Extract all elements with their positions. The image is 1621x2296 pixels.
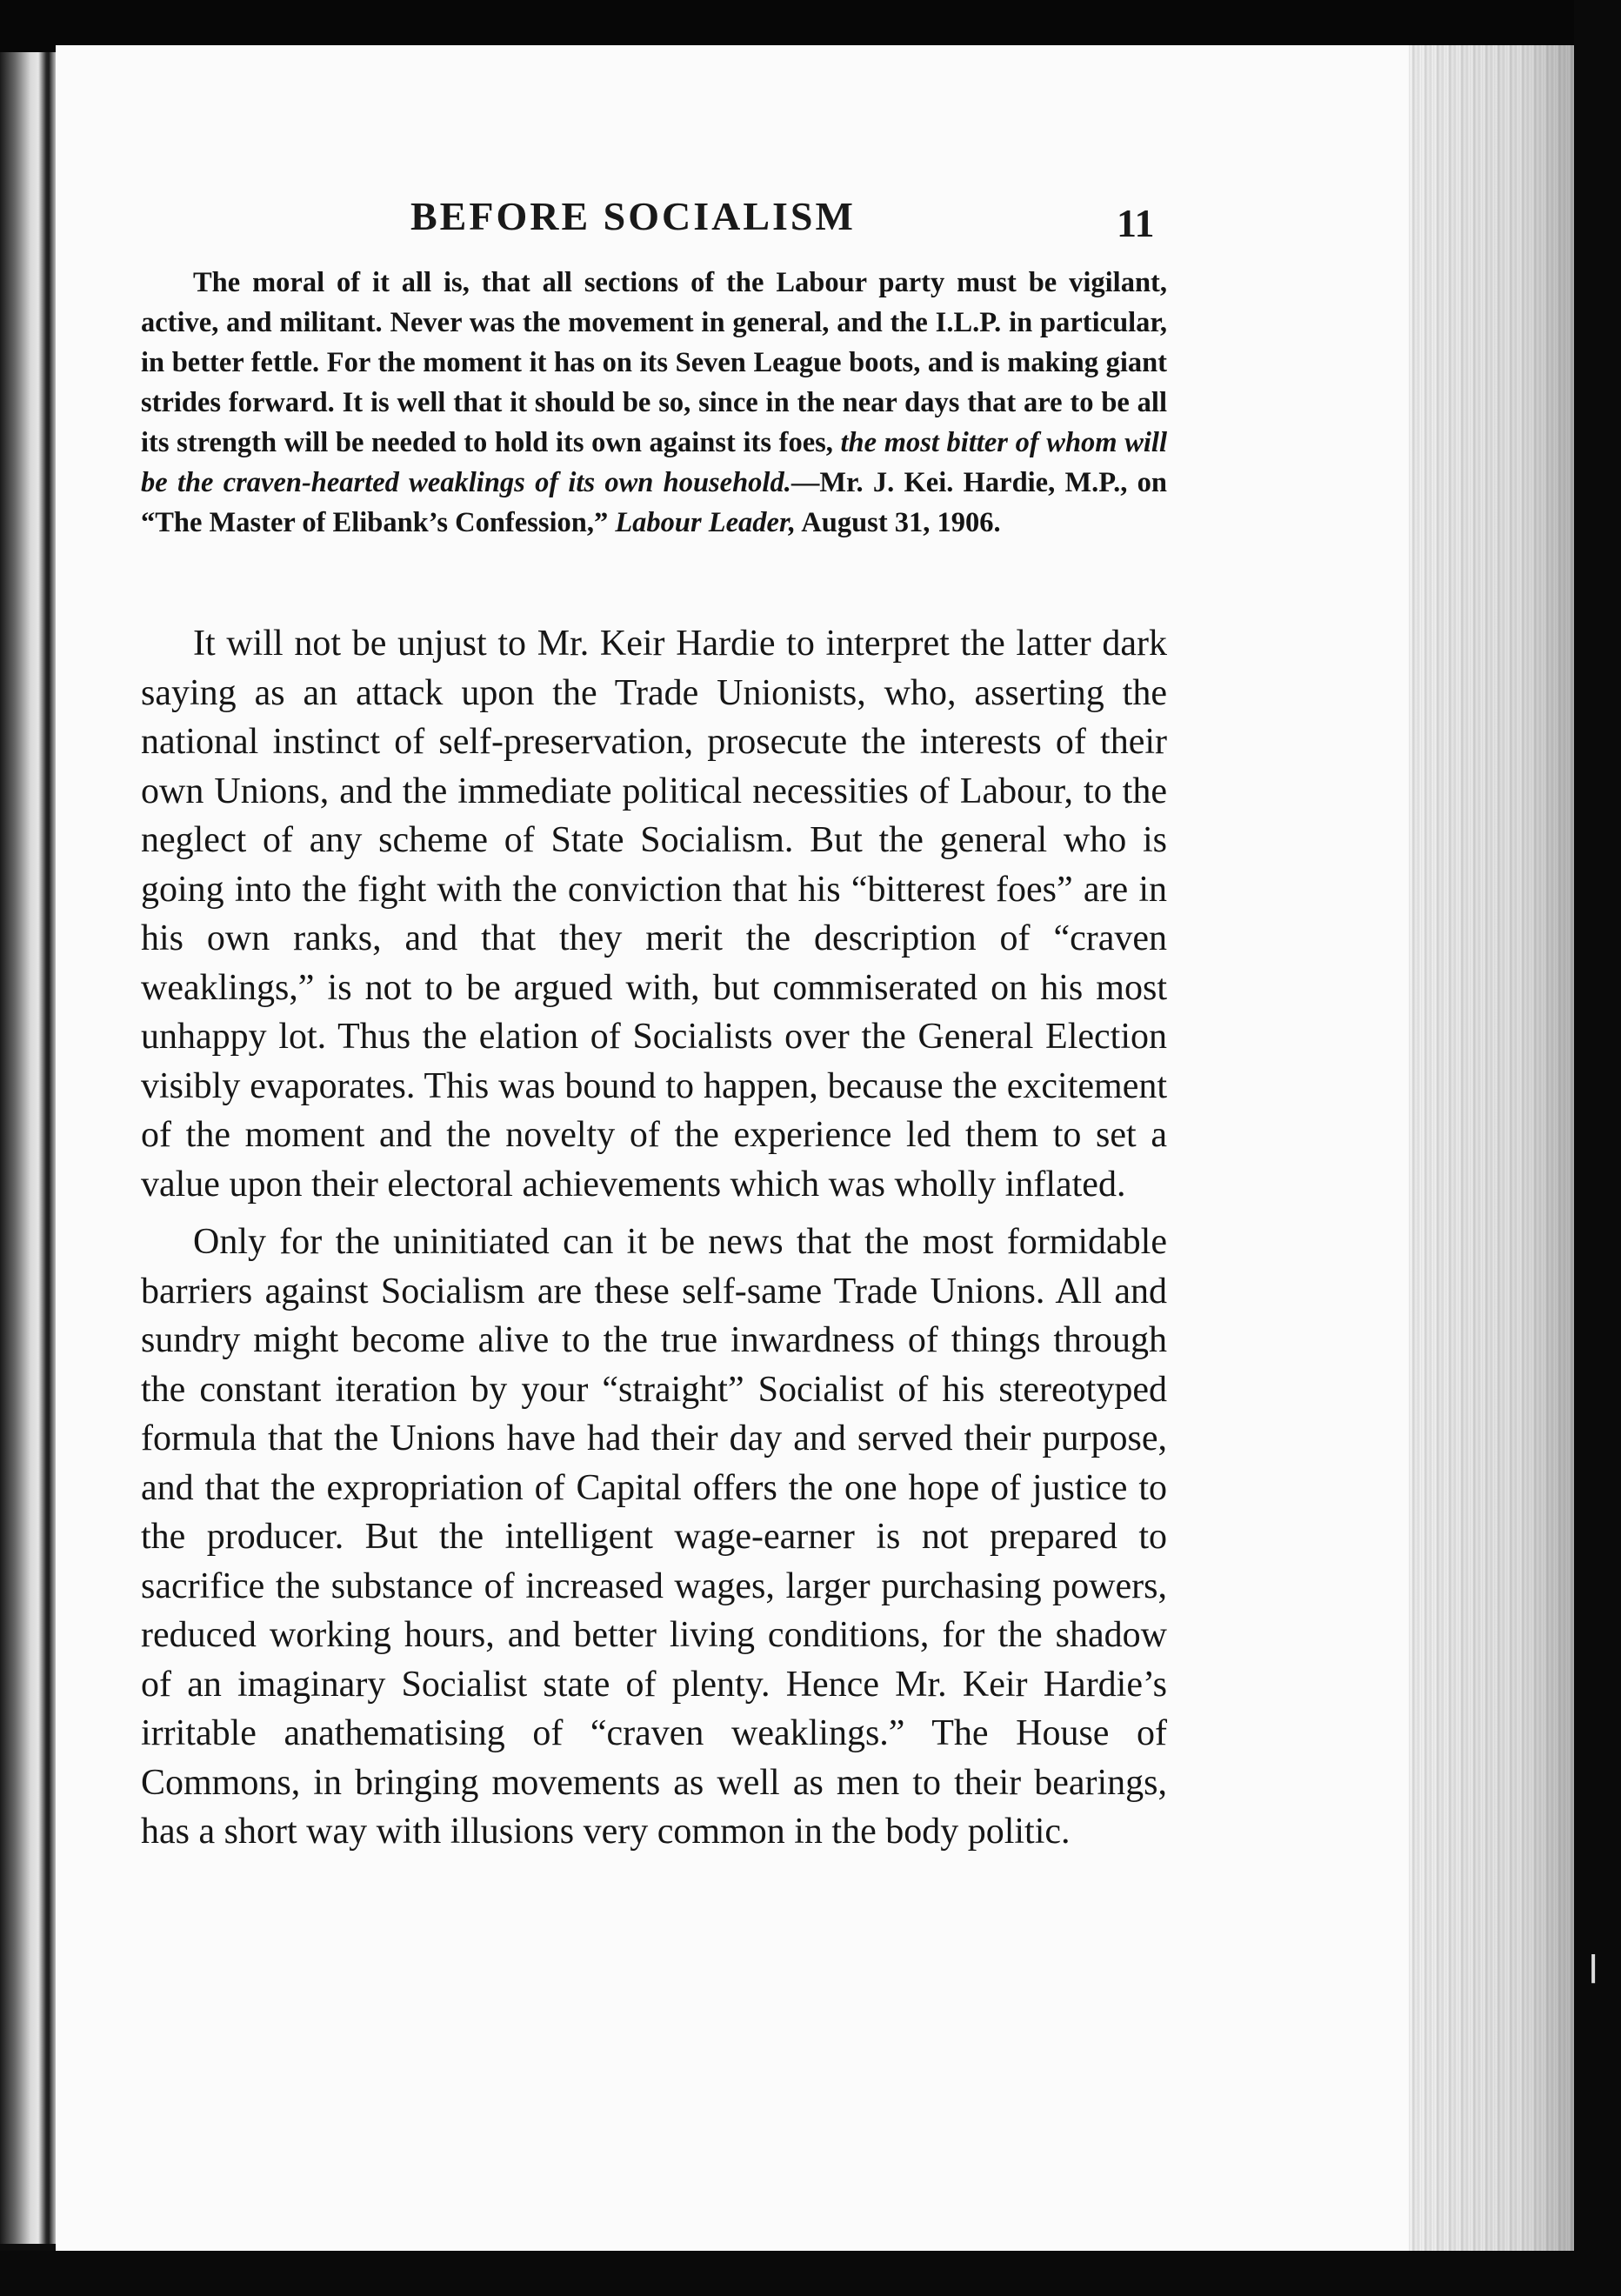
page-edge-mark: l (1588, 1948, 1599, 1992)
body-paragraph-2: Only for the uninitiated can it be news that the most formidable barriers against Socialism are these self-same Trade Unions. All and sundry might become alive to the true inwardness of things through the constant iteration by your “straight” Socialist of his stereotyped formula that the Unions have had their day and served their purpose, and that the expropriation of Capital offers the one hope of justice to the producer. But the intelligent wage-earner is not prepared to sacrifice the substance of increased wages, larger purchasing powers, reduced working hours, and better living conditions, for the shadow of an imaginary Socialist state of plenty. Hence Mr. Keir Hardie’s irritable anathematising of “craven weaklings.” The House of Commons, in bringing movements as well as men to their bearings, has a short way with illusions very common in the body politic. (141, 1222, 1167, 1852)
running-title: BEFORE SOCIALISM (410, 194, 856, 238)
scan-frame-top (0, 0, 1621, 52)
epigraph-attribution: —Mr. J. Kei. Hardie, M.P., on “The Master of Elibank’s Confession,” (141, 467, 1167, 538)
body-text (141, 619, 1167, 1857)
body-paragraph-1: It will not be unjust to Mr. Keir Hardie to interpret the latter dark saying as an attack upon the Trade Unionists, who, asserting the national instinct of self-preservation, prosecute the interests of their own Unions, and the immediate political necessities of Labour, to the neglect of any scheme of State Socialism. But the general who is going into the fight with the conviction that his “bitterest foes” are in his own ranks, and that they merit the description of “craven weaklings,” is not to be argued with, but commiserated on his most unhappy lot. Thus the elation of Socialists over the General Election visibly evaporates. This was bound to happen, because the excitement of the moment and the novelty of the experience led them to set a value upon their electoral achievements which was wholly inflated. (141, 624, 1167, 1205)
epigraph-italic-text: the most bitter of whom will be the craven-hearted weaklings of its own household. (141, 427, 1167, 498)
epigraph-date: August 31, 1906. (795, 507, 1001, 538)
epigraph-paragraph (141, 263, 1167, 543)
epigraph (141, 263, 1167, 543)
book-gutter (38, 52, 56, 2244)
epigraph-text: The moral of it all is, that all sections of the Labour party must be vigilant, active, and militant. Never was the movement in general, and the I.L.P. in particular, in better fettle. For the moment it has on its Seven League boots, and is making giant strides forward. It is well that it should be so, since in the near days that are to be all its strength will be needed to hold its own against its foes, (141, 267, 1167, 458)
epigraph-source: Labour Leader, (615, 507, 796, 538)
left-page-sliver (0, 52, 38, 2244)
page-edges-shadow (1409, 45, 1574, 2251)
page-number: 11 (1117, 201, 1155, 245)
scan-frame-bottom (0, 2251, 1621, 2296)
